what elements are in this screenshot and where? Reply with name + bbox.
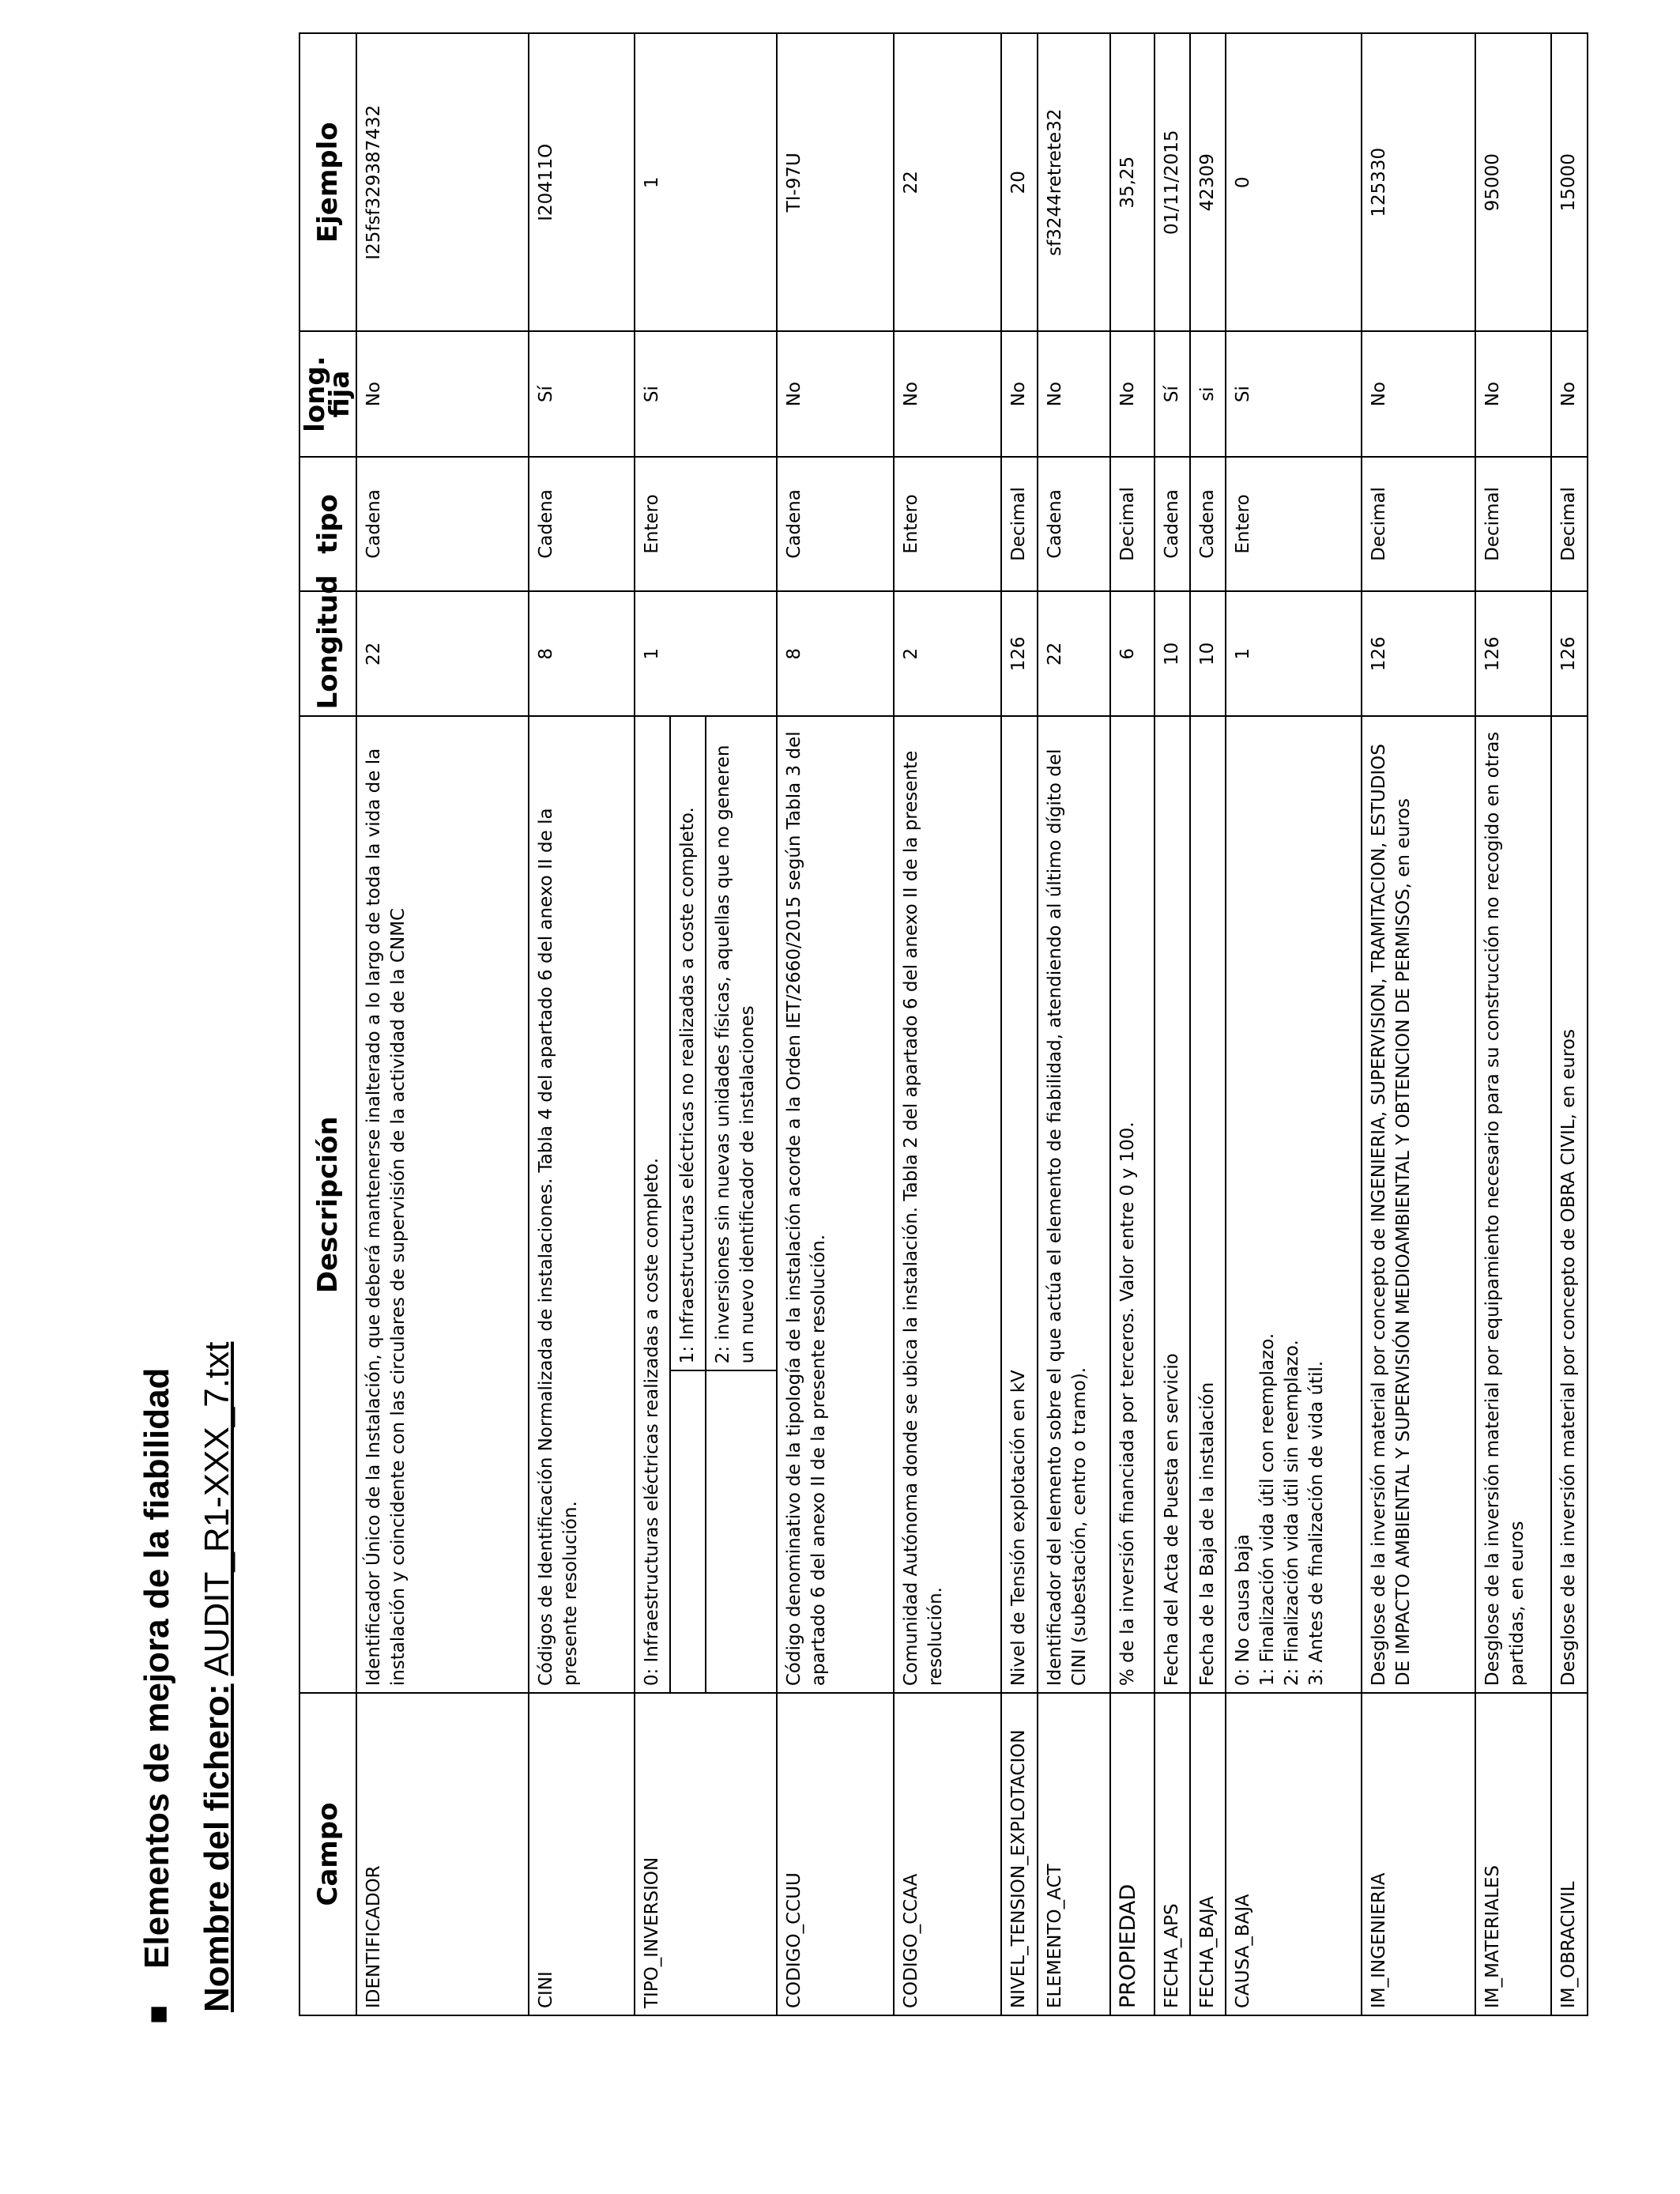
table-header-row — [299, 33, 356, 2015]
description-cell: Identificador del elemento sobre el que actúa el elemento de fiabilidad, atendiendo al último dígito del CINI (subestación, centro o tramo). — [1038, 716, 1110, 1693]
description-cell-option-1: 1: Infraestructuras eléctricas no realizadas a coste completo. — [670, 716, 706, 1370]
ejemplo-cell: 125330 — [1362, 33, 1475, 331]
longitud-cell: 22 — [356, 591, 529, 716]
longitud-cell: 126 — [1551, 591, 1588, 716]
description-cell: Identificador Único de la Instalación, que deberá mantenerse inalterado a lo largo de toda la vida de la instalación y coincidente con las circulares de supervisión de la actividad de la CNMC — [356, 716, 529, 1693]
ejemplo-cell: 0 — [1226, 33, 1362, 331]
file-name-value: AUDIT_R1-XXX_7.txt — [198, 1341, 236, 1676]
ejemplo-cell: 42309 — [1190, 33, 1226, 331]
tipo-cell: Cadena — [529, 457, 635, 591]
ejemplo-cell: I25fsf329387432 — [356, 33, 529, 331]
table-row — [1110, 33, 1155, 2015]
long-fija-cell: Si — [635, 331, 777, 456]
tipo-cell: Cadena — [356, 457, 529, 591]
campo-cell: CODIGO_CCAA — [894, 1693, 1001, 2015]
description-cell: Códigos de Identificación Normalizada de instalaciones. Tabla 4 del apartado 6 del anexo II de la presente resolución. — [529, 716, 635, 1693]
table-row — [635, 33, 670, 2015]
description-cell-option-2: 2: inversiones sin nuevas unidades físicas, aquellas que no generen un nuevo identificador de instalaciones — [706, 716, 777, 1370]
description-cell: Desglose de la inversión material por concepto de INGENIERIA, SUPERVISION, TRAMITACION, ESTUDIOS DE IMPACTO AMBIENTAL Y SUPERVISIÓN MEDIOAMBIENTAL Y OBTENCION DE PERMISOS, en euros — [1362, 716, 1475, 1693]
table-row — [1038, 33, 1110, 2015]
longitud-cell: 8 — [529, 591, 635, 716]
longitud-cell: 126 — [1362, 591, 1475, 716]
ejemplo-cell: 01/11/2015 — [1155, 33, 1190, 331]
description-cell: % de la inversión financiada por terceros. Valor entre 0 y 100. — [1110, 716, 1155, 1693]
long-fija-cell: No — [777, 331, 894, 456]
description-cell: Comunidad Autónoma donde se ubica la instalación. Tabla 2 del apartado 6 del anexo II de la presente resolución. — [894, 716, 1001, 1693]
longitud-cell: 126 — [1475, 591, 1551, 716]
ejemplo-cell: 15000 — [1551, 33, 1588, 331]
long-fija-cell: si — [1190, 331, 1226, 456]
header-campo: Campo — [299, 1693, 356, 2015]
longitud-cell: 10 — [1190, 591, 1226, 716]
tipo-cell: Decimal — [1551, 457, 1588, 591]
table-row — [777, 33, 894, 2015]
tipo-cell: Cadena — [1038, 457, 1110, 591]
long-fija-cell: Si — [1226, 331, 1362, 456]
causa-baja-option-2: 2: Finalización vida útil sin reemplazo. — [1282, 1340, 1302, 1687]
table-row — [1001, 33, 1038, 2015]
header-ejemplo: Ejemplo — [299, 33, 356, 331]
ejemplo-cell: 22 — [894, 33, 1001, 331]
long-fija-cell: No — [1038, 331, 1110, 456]
campo-cell: PROPIEDAD — [1110, 1693, 1155, 2015]
campo-cell: ELEMENTO_ACT — [1038, 1693, 1110, 2015]
longitud-cell: 126 — [1001, 591, 1038, 716]
tipo-cell: Entero — [635, 457, 777, 591]
indent-spacer — [706, 1370, 777, 1693]
causa-baja-option-3: 3: Antes de finalización de vida útil. — [1306, 1360, 1327, 1687]
ejemplo-cell: 95000 — [1475, 33, 1551, 331]
header-descripcion: Descripción — [299, 716, 356, 1693]
description-cell: Fecha del Acta de Puesta en servicio — [1155, 716, 1190, 1693]
description-cell: Fecha de la Baja de la instalación — [1190, 716, 1226, 1693]
tipo-cell: Entero — [1226, 457, 1362, 591]
tipo-cell: Cadena — [1155, 457, 1190, 591]
tipo-cell: Decimal — [1001, 457, 1038, 591]
table-row — [894, 33, 1001, 2015]
campo-cell: IDENTIFICADOR — [356, 1693, 529, 2015]
campo-cell: FECHA_APS — [1155, 1693, 1190, 2015]
long-fija-cell: Sí — [1155, 331, 1190, 456]
longitud-cell: 2 — [894, 591, 1001, 716]
long-fija-cell: No — [894, 331, 1001, 456]
campo-cell: CODIGO_CCUU — [777, 1693, 894, 2015]
indent-spacer — [670, 1370, 706, 1693]
file-name-label: Nombre del fichero: — [198, 1683, 236, 2012]
longitud-cell: 10 — [1155, 591, 1190, 716]
tipo-cell: Decimal — [1362, 457, 1475, 591]
section-heading — [137, 1368, 177, 2024]
section-title: Elementos de mejora de la fiabilidad — [137, 1367, 176, 1969]
description-cell: Desglose de la inversión material por concepto de OBRA CIVIL, en euros — [1551, 716, 1588, 1693]
longitud-cell: 22 — [1038, 591, 1110, 716]
long-fija-cell: No — [1001, 331, 1038, 456]
campo-cell: IM_INGENIERIA — [1362, 1693, 1475, 2015]
campo-cell: CAUSA_BAJA — [1226, 1693, 1362, 2015]
longitud-cell: 8 — [777, 591, 894, 716]
header-tipo: tipo — [299, 457, 356, 591]
table-row — [1155, 33, 1190, 2015]
longitud-cell: 1 — [635, 591, 777, 716]
campo-cell: IM_MATERIALES — [1475, 1693, 1551, 2015]
ejemplo-cell: 20 — [1001, 33, 1038, 331]
description-cell-option-0: 0: Infraestructuras eléctricas realizadas a coste completo. — [635, 716, 670, 1693]
longitud-cell: 1 — [1226, 591, 1362, 716]
description-cell: Código denominativo de la tipología de la instalación acorde a la Orden IET/2660/2015 según Tabla 3 del apartado 6 del anexo II de la presente resolución. — [777, 716, 894, 1693]
long-fija-cell: No — [1362, 331, 1475, 456]
long-fija-cell: No — [1110, 331, 1155, 456]
causa-baja-option-0: 0: No causa baja — [1233, 1533, 1253, 1687]
tipo-cell: Decimal — [1110, 457, 1155, 591]
header-long-fija: long. fija — [299, 331, 356, 456]
ejemplo-cell: TI-97U — [777, 33, 894, 331]
tipo-cell: Entero — [894, 457, 1001, 591]
long-fija-cell: No — [356, 331, 529, 456]
ejemplo-cell: I20411O — [529, 33, 635, 331]
file-name-line — [198, 1342, 237, 2012]
long-fija-cell: Sí — [529, 331, 635, 456]
table-row — [529, 33, 635, 2015]
campo-cell: CINI — [529, 1693, 635, 2015]
campo-cell: TIPO_INVERSION — [635, 1693, 777, 2015]
table-row — [1362, 33, 1475, 2015]
description-cell: Desglose de la inversión material por equipamiento necesario para su construcción no recogido en otras partidas, en euros — [1475, 716, 1551, 1693]
table-row — [356, 33, 529, 2015]
tipo-cell: Cadena — [777, 457, 894, 591]
ejemplo-cell: 35,25 — [1110, 33, 1155, 331]
table-row — [1475, 33, 1551, 2015]
header-longitud: Longitud — [299, 591, 356, 716]
campo-cell: NIVEL_TENSION_EXPLOTACION — [1001, 1693, 1038, 2015]
table-row — [1226, 33, 1362, 2015]
table-row — [1551, 33, 1588, 2015]
campo-cell: IM_OBRACIVIL — [1551, 1693, 1588, 2015]
tipo-cell: Cadena — [1190, 457, 1226, 591]
long-fija-cell: No — [1475, 331, 1551, 456]
bullet-icon: ■ — [141, 2004, 175, 2024]
long-fija-cell: No — [1551, 331, 1588, 456]
campo-cell: FECHA_BAJA — [1190, 1693, 1226, 2015]
table-row — [1190, 33, 1226, 2015]
ejemplo-cell: sf3244retrete32 — [1038, 33, 1110, 331]
causa-baja-option-1: 1: Finalización vida útil con reemplazo. — [1257, 1333, 1278, 1687]
fields-table — [299, 32, 1588, 2016]
longitud-cell: 6 — [1110, 591, 1155, 716]
description-cell — [1226, 716, 1362, 1693]
ejemplo-cell: 1 — [635, 33, 777, 331]
tipo-cell: Decimal — [1475, 457, 1551, 591]
description-cell: Nivel de Tensión explotación en kV — [1001, 716, 1038, 1693]
